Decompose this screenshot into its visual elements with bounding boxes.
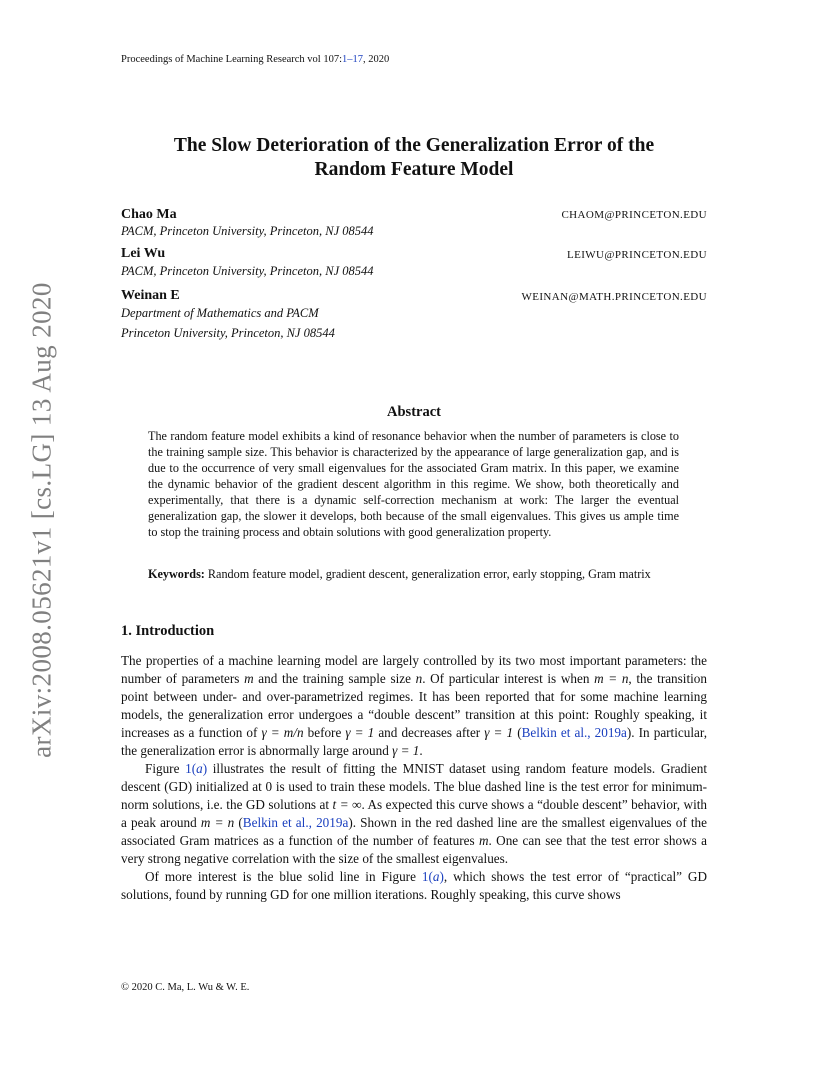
author-affiliation: Department of Mathematics and PACM: [121, 306, 319, 320]
author-affiliation: PACM, Princeton University, Princeton, NJ 08544: [121, 224, 374, 238]
author-affiliation: PACM, Princeton University, Princeton, NJ 08544: [121, 264, 374, 278]
citation-link[interactable]: Belkin et al., 2019a: [521, 725, 627, 740]
figure-link[interactable]: 1(a): [421, 869, 444, 884]
citation-link[interactable]: Belkin et al., 2019a: [242, 815, 349, 830]
page-range-link[interactable]: 1–17: [342, 54, 364, 65]
abstract-text: The random feature model exhibits a kind of resonance behavior when the number of parameters is close to the training sample size. This behavior is characterized by the appearance of large generalization gap, and is due to the occurrence of very small eigenvalues for the associated Gram matrix. In this paper, we examine the dynamic behavior of the gradient descent algorithm in this regime. We show, both theoretically and experimentally, that there is a dynamic self-correction mechanism at work: The larger the eventual generalization gap, the slower it develops, both because of the small eigenvalues. This gives us ample time to stop the training process and obtain solutions with good generalization property.: [148, 429, 679, 539]
paragraph: The properties of a machine learning model are largely controlled by its two most important parameters: the number of parameters m and the training sample size n. Of particular interest is when m = n, the transition point between under- and over-parametrized regimes. It has been reported that for some machine learning models, the generalization error undergoes a “double descent” transition at this point: Roughly speaking, it increases as a function of γ = m/n before γ = 1 and decreases after γ = 1 (Belkin et al., 2019a). In particular, the generalization error is abnormally large around γ = 1.: [121, 653, 708, 758]
keywords: [148, 566, 679, 582]
paragraph: Figure 1(a) illustrates the result of fitting the MNIST dataset using random feature models. Gradient descent (GD) initialized at 0 is used to train these models. The blue dashed line is the test error for minimum-norm solutions, i.e. the GD solutions at t = ∞. As expected this curve shows a “double descent” behavior, with a peak around m = n (Belkin et al., 2019a). Shown in the red dashed line are the smallest eigenvalues of the associated Gram matrices as a function of the number of features m. One can see that the test error shows a very strong negative correlation with the size of the smallest eigenvalues.: [121, 761, 707, 866]
paragraph: Of more interest is the blue solid line in Figure 1(a), which shows the test error of “practical” GD solutions, found by running GD for one million iterations. Roughly speaking, this curve shows: [121, 869, 707, 902]
author-email: CHAOM@PRINCETON.EDU: [561, 209, 707, 221]
arxiv-identifier[interactable]: arXiv:2008.05621v1 [cs.LG] 13 Aug 2020: [26, 282, 57, 758]
body-text: [121, 652, 707, 904]
keywords-text: Random feature model, gradient descent, generalization error, early stopping, Gram matrix: [207, 567, 651, 581]
author-affiliation: Princeton University, Princeton, NJ 08544: [121, 326, 335, 340]
author-name: Lei Wu: [121, 246, 166, 261]
author-email: WEINAN@MATH.PRINCETON.EDU: [521, 291, 707, 303]
author-name: Weinan E: [121, 288, 180, 303]
copyright-footer: © 2020 C. Ma, L. Wu & W. E.: [121, 982, 250, 993]
section-heading: 1. Introduction: [121, 623, 215, 639]
journal-header: Proceedings of Machine Learning Research vol 107:1–17, 2020: [121, 54, 390, 65]
figure-link[interactable]: 1(a): [185, 761, 208, 776]
author-name: Chao Ma: [121, 207, 177, 222]
keywords-label: Keywords:: [148, 567, 205, 581]
author-email: LEIWU@PRINCETON.EDU: [566, 249, 707, 261]
paper-title: The Slow Deterioration of the Generalization Error of the Random Feature Model: [173, 135, 655, 180]
abstract-heading: Abstract: [387, 404, 441, 420]
